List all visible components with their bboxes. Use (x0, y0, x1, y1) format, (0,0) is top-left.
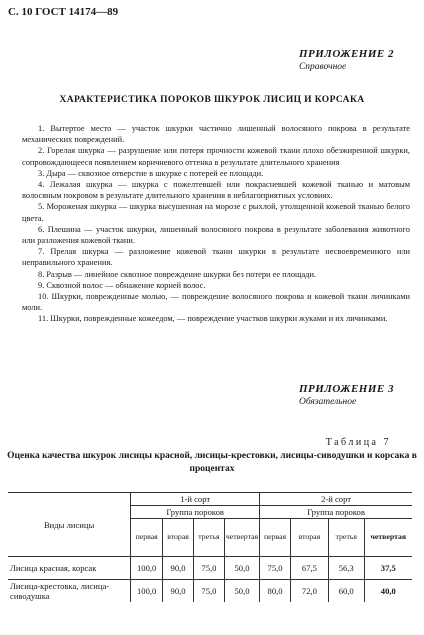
table-row (8, 580, 412, 603)
table-caption: Оценка качества шкурок лисицы красной, лисицы-крестовки, лисицы-сиводушки и корсака в процентах (7, 451, 417, 474)
col-header-g1-second: вторая (163, 519, 194, 557)
col-header-defect-group-1: Группа пороков (131, 506, 260, 519)
quality-table (8, 492, 412, 602)
appendix-2-subtitle: Справочное (298, 62, 347, 72)
table-cell: 60,0 (328, 580, 364, 603)
col-header-g1-first: первая (131, 519, 163, 557)
table-cell: 72,0 (291, 580, 329, 603)
col-header-grade1: 1-й сорт (131, 493, 260, 506)
col-header-g1-fourth: четвертая (224, 519, 259, 557)
defect-definitions (22, 123, 410, 325)
col-header-g1-third: третья (194, 519, 225, 557)
definition-item: 5. Мороженая шкурка — шкурка высушенная на морозе с рыхлой, утолщенной кожевой тканью белого цвета. (22, 202, 410, 223)
appendix-2-title: ПРИЛОЖЕНИЕ 2 (298, 48, 394, 60)
definition-item: 6. Плешина — участок шкурки, лишенный волосяного покрова в результате заболевания животного или разложения кожевой ткани. (22, 224, 410, 246)
col-header-g2-first: первая (260, 519, 291, 557)
definition-item: 8. Разрыв — линейное сквозное повреждение шкурки без потери ее площади. (38, 269, 317, 279)
table-cell: 50,0 (224, 557, 259, 580)
definition-item: 4. Лежалая шкурка — шкурка с пожелтевшей или покрасневшей кожевой тканью и матовым волосяным покровом в результате длительного хранения в неблагоприятных условиях. (22, 180, 410, 201)
definition-item: 10. Шкурки, поврежденные молью, — повреждение волосяного покрова и кожевой ткани личинками моли. (22, 292, 410, 313)
col-header-g2-second: вторая (291, 519, 329, 557)
table-number: Таблица 7 (325, 437, 391, 448)
row-name: Лисица красная, корсак (8, 557, 131, 580)
table-cell: 40,0 (364, 580, 412, 603)
col-header-defect-group-2: Группа пороков (260, 506, 412, 519)
definition-item: 2. Горелая шкурка — разрушение или потеря прочности кожевой ткани плохо обезжиренной шкурки, сопровождающееся появлением коричневого оттенка в результате длительного хранения (22, 146, 410, 167)
table-cell: 80,0 (260, 580, 291, 603)
appendix-3-title: ПРИЛОЖЕНИЕ 3 (298, 383, 394, 395)
definition-item: 11. Шкурки, поврежденные кожеедом, — повреждение участков шкурки жуками и их личинками. (38, 314, 388, 324)
definition-item: 7. Прелая шкурка — разложение кожевой ткани шкурки в результате несвоевременного или неправильного хранения. (22, 247, 410, 268)
table-cell: 90,0 (163, 580, 194, 603)
table-cell: 90,0 (163, 557, 194, 580)
table-cell: 100,0 (131, 557, 163, 580)
section-title: ХАРАКТЕРИСТИКА ПОРОКОВ ШКУРОК ЛИСИЦ И КОРСАКА (59, 95, 365, 105)
col-header-g2-fourth: четвертая (364, 519, 412, 557)
page-header: С. 10 ГОСТ 14174—89 (8, 6, 119, 18)
table-cell: 56,3 (328, 557, 364, 580)
col-header-grade2: 2-й сорт (260, 493, 412, 506)
table-cell: 75,0 (194, 557, 225, 580)
definition-item: 1. Вытертое место — участок шкурки частично лишенный волосяного покрова в результате механических повреждений. (22, 124, 410, 145)
row-name: Лисица-крестовка, лисица-сиводушка (8, 580, 131, 603)
definition-item: 9. Сквозной волос — обнажение корней волос. (38, 280, 206, 290)
table-cell: 100,0 (131, 580, 163, 603)
appendix-3-heading (299, 383, 394, 407)
appendix-3-subtitle: Обязательное (298, 397, 357, 407)
table-cell: 75,0 (194, 580, 225, 603)
table-cell: 50,0 (224, 580, 259, 603)
table-cell: 75,0 (260, 557, 291, 580)
definition-item: 3. Дыра — сквозное отверстие в шкурке с потерей ее площади. (38, 168, 264, 178)
col-header-types: Виды лисицы (8, 493, 131, 557)
table-cell: 67,5 (291, 557, 329, 580)
table-cell: 37,5 (364, 557, 412, 580)
col-header-g2-third: третья (328, 519, 364, 557)
appendix-2-heading (299, 48, 394, 72)
table-row (8, 557, 412, 580)
